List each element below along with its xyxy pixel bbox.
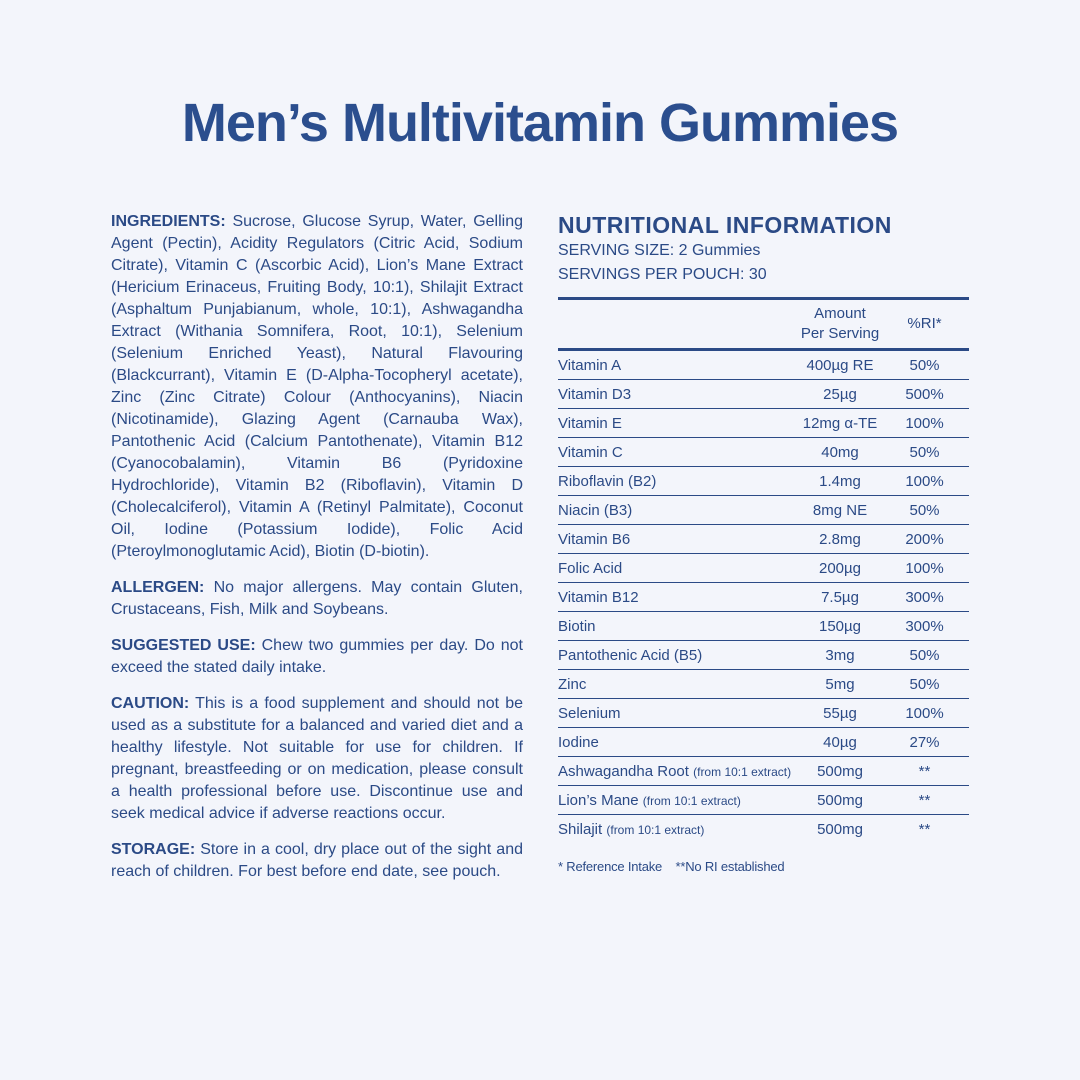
- allergen-text: No major allergens. May contain Gluten, Crustaceans, Fish, Milk and Soybeans.: [111, 579, 524, 618]
- allergen-section: [111, 577, 523, 621]
- nutrient-ri: 50%: [880, 641, 969, 670]
- table-row: [558, 554, 969, 583]
- caution-section: [111, 693, 523, 825]
- nutrient-amount: 150µg: [800, 612, 880, 641]
- nutrient-name: Vitamin D3: [558, 385, 632, 403]
- nutrient-name-cell: [558, 525, 800, 554]
- nutrient-ri: 200%: [880, 525, 969, 554]
- nutrient-ri: 100%: [880, 467, 969, 496]
- table-row: [558, 815, 969, 844]
- nutrient-name-cell: [558, 467, 800, 496]
- suggested-use-text: Chew two gummies per day. Do not exceed the stated daily intake.: [111, 637, 523, 676]
- nutrient-amount: 5mg: [800, 670, 880, 699]
- nutrient-amount: 500mg: [800, 757, 880, 786]
- table-row: [558, 496, 969, 525]
- nutrition-table: [558, 297, 969, 843]
- nutrient-name-cell: [558, 728, 800, 757]
- nutrient-name: Shilajit: [558, 820, 603, 838]
- nutrient-ri: 300%: [880, 583, 969, 612]
- header-ri: %RI*: [880, 299, 969, 350]
- nutrient-ri: 300%: [880, 612, 969, 641]
- nutrient-amount: 40µg: [800, 728, 880, 757]
- nutrient-ri: 50%: [880, 350, 969, 380]
- nutrient-amount: 40mg: [800, 438, 880, 467]
- table-row: [558, 757, 969, 786]
- nutrient-name-cell: [558, 815, 800, 844]
- table-row: [558, 525, 969, 554]
- nutrient-amount: 1.4mg: [800, 467, 880, 496]
- header-amount: [800, 299, 880, 350]
- nutrient-ri: 100%: [880, 409, 969, 438]
- nutrient-amount: 500mg: [800, 786, 880, 815]
- table-row: [558, 728, 969, 757]
- nutrient-amount: 3mg: [800, 641, 880, 670]
- nutrient-amount: 7.5µg: [800, 583, 880, 612]
- table-row: [558, 438, 969, 467]
- table-row: [558, 699, 969, 728]
- nutrient-name: Niacin (B3): [558, 501, 633, 519]
- nutrient-name: Biotin: [558, 617, 596, 635]
- page-title: Men’s Multivitamin Gummies: [181, 93, 899, 153]
- nutrient-ri: 27%: [880, 728, 969, 757]
- ingredients-label: INGREDIENTS:: [111, 213, 226, 230]
- nutrient-name: Riboflavin (B2): [558, 472, 657, 490]
- nutrient-note: (from 10:1 extract): [606, 822, 705, 837]
- nutrient-name: Lion’s Mane: [558, 791, 639, 809]
- table-row: [558, 670, 969, 699]
- nutrient-amount: 2.8mg: [800, 525, 880, 554]
- storage-text: Store in a cool, dry place out of the sight and reach of children. For best before end date, see pouch.: [111, 841, 523, 880]
- nutrient-name-cell: [558, 380, 800, 409]
- nutrient-name: Zinc: [558, 675, 587, 693]
- footnotes: [558, 859, 969, 874]
- nutrition-table-header: [558, 299, 969, 350]
- allergen-label: ALLERGEN:: [111, 579, 205, 596]
- nutrient-name: Ashwagandha Root: [558, 762, 689, 780]
- nutrient-name: Vitamin A: [558, 356, 622, 374]
- nutrient-name-cell: [558, 786, 800, 815]
- table-row: [558, 786, 969, 815]
- nutrient-ri: 50%: [880, 496, 969, 525]
- servings-per-pouch: SERVINGS PER POUCH: 30: [558, 266, 767, 283]
- nutrient-note: (from 10:1 extract): [642, 793, 741, 808]
- table-row: [558, 612, 969, 641]
- nutrient-name-cell: [558, 757, 800, 786]
- nutrient-name: Vitamin E: [558, 414, 622, 432]
- table-row: [558, 350, 969, 380]
- footnote-reference-intake: * Reference Intake: [558, 859, 663, 874]
- suggested-use-section: [111, 635, 523, 679]
- nutrient-ri: **: [918, 820, 931, 838]
- table-row: [558, 583, 969, 612]
- header-amount-line2: Per Serving: [800, 325, 880, 342]
- label-text-column: [111, 211, 523, 897]
- footnote-no-ri: **No RI established: [675, 859, 785, 874]
- nutrient-amount: 25µg: [800, 380, 880, 409]
- caution-label: CAUTION:: [111, 695, 190, 712]
- nutrient-name-cell: [558, 670, 800, 699]
- ingredients-text: Sucrose, Glucose Syrup, Water, Gelling Agent (Pectin), Acidity Regulators (Citric Acid, Sodium Citrate), Vitamin C (Ascorbic Acid), Lion’s Mane Extract (Hericium Erinaceus, Fruiting Body, 10:1), Shilajit Extract (Asphaltum Punjabianum, whole, 10:1), Ashwagandha Extract (Withania Somnifera, Root, 10:1), Selenium (Selenium Enriched Yeast), Natural Flavouring (Blackcurrant), Vitamin E (D-Alpha-Tocopheryl acetate), Zinc (Zinc Citrate) Colour (Anthocyanins), Niacin (Nicotinamide), Glazing Agent (Carnauba Wax), Pantothenic Acid (Calcium Pantothenate), Vitamin B12 (Cyanocobalamin), Vitamin B6 (Pyridoxine Hydrochloride), Vitamin B2 (Riboflavin), Vitamin D (Cholecalciferol), Vitamin A (Retinyl Palmitate), Coconut Oil, Iodine (Potassium Iodide), Folic Acid (Pteroylmonoglutamic Acid), Biotin (D-biotin).: [111, 213, 523, 560]
- nutrient-name-cell: [558, 699, 800, 728]
- nutrient-note: (from 10:1 extract): [693, 764, 792, 779]
- nutrient-ri: 100%: [880, 699, 969, 728]
- nutrient-name: Vitamin B12: [558, 588, 639, 606]
- caution-text: This is a food supplement and should not be used as a substitute for a balanced and varied diet and a healthy lifestyle. Not suitable for use for children. If pregnant, breastfeeding or on medication, please consult a health professional before use. Discontinue use and seek medical advice if adverse reactions occur.: [111, 695, 524, 822]
- nutrient-name: Vitamin B6: [558, 530, 631, 548]
- nutrient-name-cell: [558, 583, 800, 612]
- table-row: [558, 641, 969, 670]
- nutrient-name-cell: [558, 641, 800, 670]
- nutrient-amount: 200µg: [800, 554, 880, 583]
- ingredients-section: [111, 211, 523, 563]
- nutrient-amount: 400µg RE: [800, 350, 880, 380]
- table-row: [558, 467, 969, 496]
- storage-section: [111, 839, 523, 883]
- nutrient-name: Selenium: [558, 704, 621, 722]
- nutrient-amount: 8mg NE: [800, 496, 880, 525]
- nutrient-ri: 500%: [880, 380, 969, 409]
- nutrient-name: Pantothenic Acid (B5): [558, 646, 703, 664]
- nutrient-name: Iodine: [558, 733, 599, 751]
- nutrient-amount: 12mg α-TE: [800, 409, 880, 438]
- table-row: [558, 409, 969, 438]
- nutrient-ri: 50%: [880, 670, 969, 699]
- nutrient-name: Vitamin C: [558, 443, 623, 461]
- nutrition-heading: NUTRITIONAL INFORMATION: [558, 212, 892, 238]
- nutrient-amount: 55µg: [800, 699, 880, 728]
- nutrient-name-cell: [558, 438, 800, 467]
- nutrient-ri: **: [880, 757, 969, 786]
- nutrient-name-cell: [558, 409, 800, 438]
- nutrient-name-cell: [558, 554, 800, 583]
- nutrition-panel: [558, 211, 969, 874]
- table-row: [558, 380, 969, 409]
- nutrition-rows: [558, 350, 969, 844]
- nutrient-ri: 100%: [880, 554, 969, 583]
- nutrient-name-cell: [558, 496, 800, 525]
- nutrient-name-cell: [558, 612, 800, 641]
- header-amount-line1: Amount: [814, 305, 866, 322]
- nutrient-ri: **: [880, 786, 969, 815]
- serving-size: SERVING SIZE: 2 Gummies: [558, 242, 761, 259]
- storage-label: STORAGE:: [111, 841, 196, 858]
- suggested-use-label: SUGGESTED USE:: [111, 637, 256, 654]
- nutrient-ri: 50%: [880, 438, 969, 467]
- header-nutrient: [558, 299, 800, 350]
- nutrient-amount: 500mg: [817, 820, 863, 838]
- nutrient-name: Folic Acid: [558, 559, 623, 577]
- nutrient-name-cell: [558, 350, 800, 380]
